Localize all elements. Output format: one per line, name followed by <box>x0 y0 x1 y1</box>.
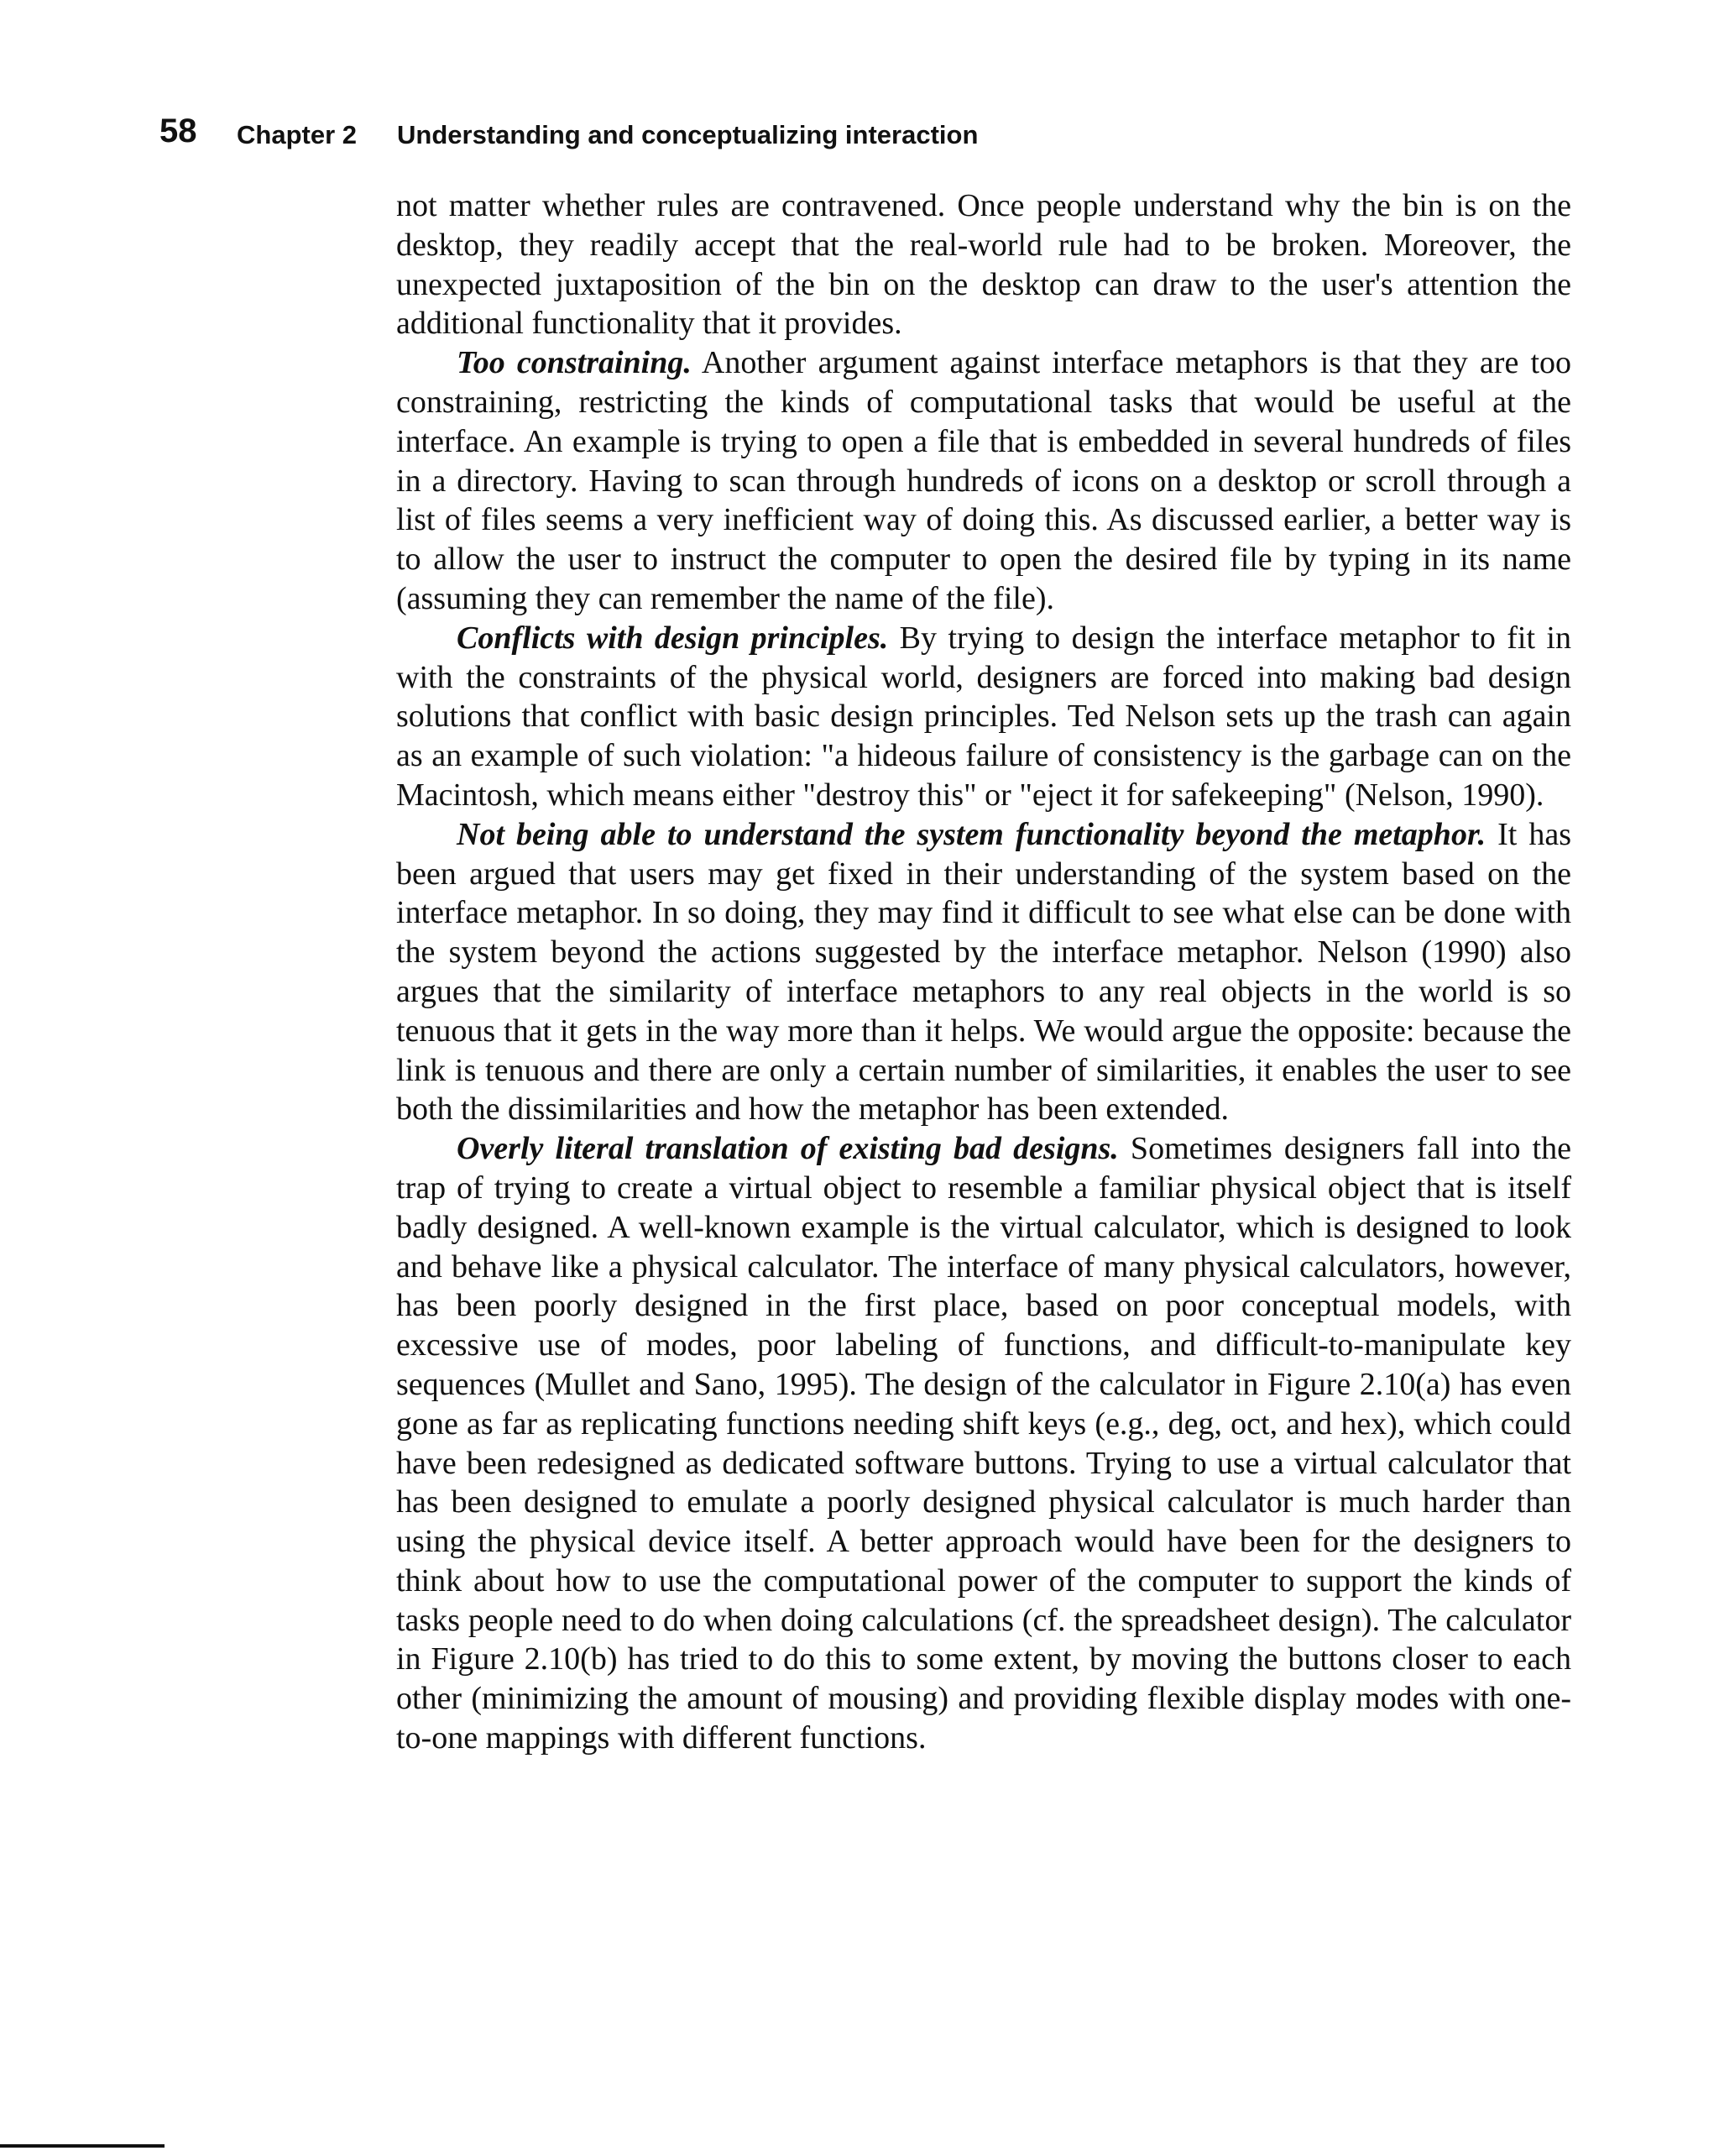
footer-rule <box>0 2144 165 2148</box>
paragraph-text: By trying to design the interface metaphor to fit in with the constraints of the physical world, designers are forced into making bad design solutions that conflict with basic design principles. Ted Nelson sets up the trash can again as an example of such violation: "a hideous failure of consistency is the garbage can on the Macintosh, which means either "destroy this" or "eject it for safekeeping" (Nelson, 1990). <box>396 620 1571 813</box>
page-number: 58 <box>159 113 197 149</box>
paragraph-heading: Too constraining. <box>457 345 692 381</box>
paragraph-text: Another argument against interface metaphors is that they are too constraining, restricting the kinds of computational tasks that would be useful at the interface. An example is trying to open a file that is embedded in several hundreds of files in a directory. Having to scan through hundreds of icons on a desktop or scroll through a list of files seems a very inefficient way of doing this. As discussed earlier, a better way is to allow the user to instruct the computer to open the desired file by typing in its name (assuming they can remember the name of the file). <box>396 345 1572 616</box>
paragraph-too-constraining <box>396 343 1571 619</box>
paragraph-heading: Not being able to understand the system functionality beyond the metaphor. <box>457 816 1486 852</box>
paragraph-text: Sometimes designers fall into the trap of trying to create a virtual object to resemble a familiar physical object that is itself badly designed. A well-known example is the virtual calculator, which is designed to look and behave like a physical calculator. The interface of many physical calculators, however, has been poorly designed in the first place, based on poor conceptual models, with excessive use of modes, poor labeling of functions, and difficult-to-manipulate key sequences (Mullet and Sano, 1995). The design of the calculator in Figure 2.10(a) has even gone as far as replicating functions needing shift keys (e.g., deg, oct, and hex), which could have been redesigned as dedicated software buttons. Trying to use a virtual calculator that has been designed to emulate a poorly designed physical calculator is much harder than using the physical device itself. A better approach would have been for the designers to think about how to use the computational power of the computer to support the kinds of tasks people need to do when doing calculations (cf. the spreadsheet design). The calculator in Figure 2.10(b) has tried to do this to some extent, by moving the buttons closer to each other (minimizing the amount of mousing) and providing flexible display modes with one-to-one mappings with different functions. <box>396 1131 1571 1756</box>
chapter-title: Understanding and conceptualizing interaction <box>397 120 979 149</box>
running-header <box>159 109 1586 160</box>
paragraph-overly-literal-translation <box>396 1129 1571 1758</box>
paragraph-heading: Conflicts with design principles. <box>457 620 889 656</box>
paragraph-heading: Overly literal translation of existing bad designs. <box>457 1131 1119 1167</box>
body-text <box>396 186 1571 1758</box>
paragraph-continuation <box>396 186 1571 343</box>
paragraph-conflicts-with-design-principles <box>396 619 1571 815</box>
chapter-label: Chapter 2 <box>237 120 357 149</box>
paragraph-text: not matter whether rules are contravened. Once people understand why the bin is on the desktop, they readily accept that the real-world rule had to be broken. Moreover, the unexpected juxtaposition of the bin on the desktop can draw to the user's attention the additional functionality that it provides. <box>396 188 1571 342</box>
paragraph-text: It has been argued that users may get fixed in their understanding of the system based on the interface metaphor. In so doing, they may find it difficult to see what else can be done with the system beyond the actions suggested by the interface metaphor. Nelson (1990) also argues that the similarity of interface metaphors to any real objects in the world is so tenuous that it gets in the way more than it helps. We would argue the opposite: because the link is tenuous and there are only a certain number of similarities, it enables the user to see both the dissimilarities and how the metaphor has been extended. <box>396 816 1571 1128</box>
paragraph-functionality-beyond-metaphor <box>396 815 1571 1129</box>
